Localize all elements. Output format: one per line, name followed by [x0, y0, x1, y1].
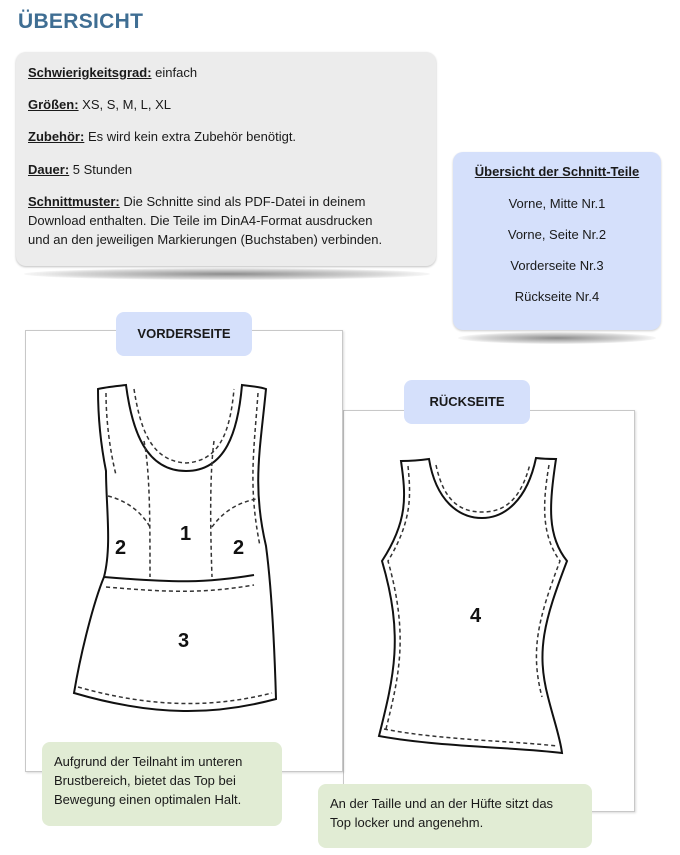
front-frame — [25, 330, 343, 772]
front-illustration — [26, 331, 342, 771]
part-item: Vorne, Mitte Nr.1 — [508, 196, 606, 211]
front-note-line-1: Aufgrund der Teilnaht im unteren — [54, 754, 243, 769]
front-tag: VORDERSEITE — [116, 312, 252, 356]
sizes-label: Größen: — [28, 97, 79, 112]
part-item: Vorderseite Nr.3 — [510, 258, 604, 273]
pattern-value-1: Die Schnitte sind als PDF-Datei in deinem — [119, 194, 366, 209]
front-label-2-right: 2 — [233, 537, 245, 559]
back-label-4: 4 — [470, 605, 482, 627]
accessories-line — [28, 127, 296, 146]
back-note-line-1: An der Taille und an der Hüfte sitzt das — [330, 796, 554, 811]
pattern-value-2: Download enthalten. Die Teile im DinA4-Format ausdrucken — [28, 213, 373, 228]
back-tag: RÜCKSEITE — [404, 380, 530, 424]
difficulty-line — [28, 63, 197, 82]
sizes-line — [28, 95, 171, 114]
pattern-line — [28, 192, 365, 211]
front-note-line-3: Bewegung einen optimalen Halt. — [54, 792, 242, 807]
pattern-value-3: und an den jeweiligen Markierungen (Buchstaben) verbinden. — [28, 232, 383, 247]
info-box-shadow — [24, 268, 430, 280]
parts-box — [453, 152, 661, 330]
front-label-2-left: 2 — [115, 537, 127, 559]
part-item: Rückseite Nr.4 — [514, 289, 600, 304]
duration-label: Dauer: — [28, 162, 70, 177]
difficulty-value: einfach — [151, 65, 198, 80]
info-box — [16, 52, 436, 266]
parts-title: Übersicht der Schnitt-Teile — [474, 164, 640, 179]
front-label-1: 1 — [180, 523, 192, 545]
sizes-value: XS, S, M, L, XL — [78, 97, 172, 112]
back-note — [318, 784, 592, 848]
front-note-line-2: Brustbereich, bietet das Top bei — [54, 773, 236, 788]
accessories-value: Es wird kein extra Zubehör benötigt. — [84, 129, 297, 144]
front-top-shape — [74, 385, 276, 711]
difficulty-label: Schwierigkeitsgrad: — [28, 65, 152, 80]
parts-box-shadow — [458, 332, 656, 344]
accessories-label: Zubehör: — [28, 129, 85, 144]
pattern-label: Schnittmuster: — [28, 194, 120, 209]
back-frame — [343, 410, 635, 812]
part-item: Vorne, Seite Nr.2 — [507, 227, 607, 242]
back-note-line-2: Top locker und angenehm. — [330, 815, 484, 830]
duration-line — [28, 160, 132, 179]
page-title: ÜBERSICHT — [18, 10, 144, 33]
back-illustration — [344, 411, 634, 811]
front-note — [42, 742, 282, 826]
front-label-3: 3 — [178, 630, 190, 652]
duration-value: 5 Stunden — [69, 162, 133, 177]
